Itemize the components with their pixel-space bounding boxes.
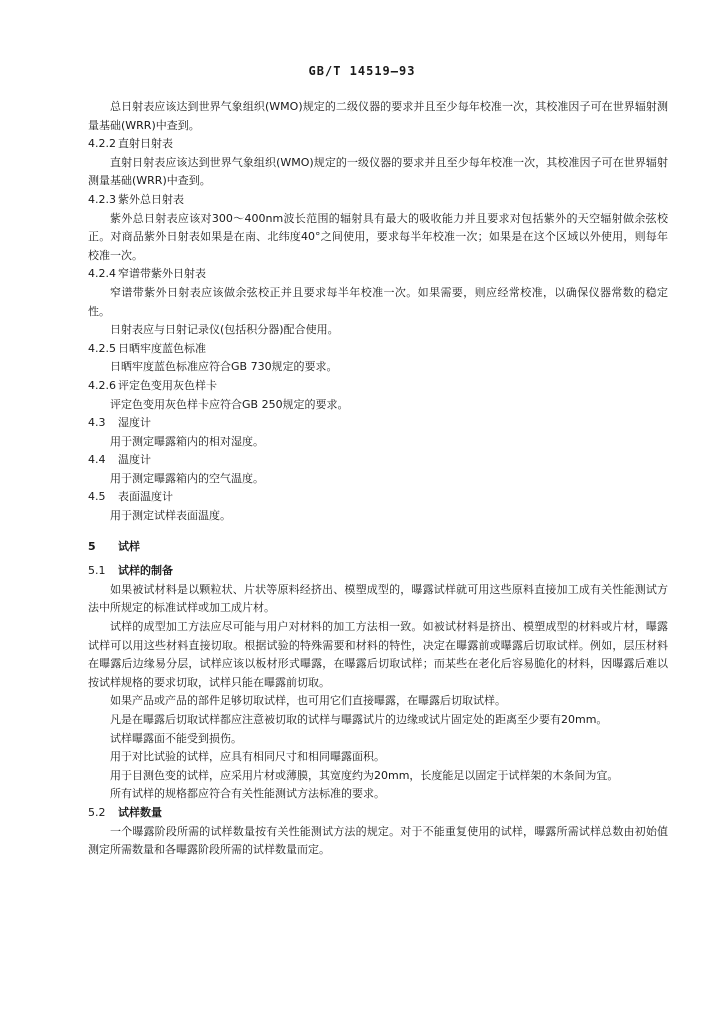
paragraph: 试样曝露面不能受到损伤。 xyxy=(110,731,242,745)
section-title: 试样的制备 xyxy=(118,564,173,578)
section-title: 窄谱带紫外日射表 xyxy=(118,267,206,281)
section-heading xyxy=(88,488,668,507)
paragraph: 评定色变用灰色样卡应符合GB 250规定的要求。 xyxy=(110,397,349,411)
section-title: 直射日射表 xyxy=(118,137,173,151)
section-title: 表面温度计 xyxy=(118,490,173,504)
section-number: 4.4 xyxy=(88,453,106,467)
paragraph: 用于对比试验的试样，应具有相同尺寸和相同曝露面积。 xyxy=(110,750,385,764)
section-heading xyxy=(88,377,668,396)
paragraph: 紫外总日射表应该对300～400nm波长范围的辐射具有最大的吸收能力并且要求对包括紫外的天空辐射做余弦校正。对商品紫外日射表如果是在南、北纬度40°之间使用，要求每半年校准一次；如果是在这个区域以外使用，则每年校准一次。 xyxy=(88,211,668,262)
paragraph: 用于测定曝露箱内的相对湿度。 xyxy=(110,434,264,448)
section-heading xyxy=(88,804,668,823)
section-number: 4.2.6 xyxy=(88,378,116,392)
paragraph: 一个曝露阶段所需的试样数量按有关性能测试方法的规定。对于不能重复使用的试样，曝露所需试样总数由初始值测定所需数量和各曝露阶段所需的试样数量而定。 xyxy=(88,824,668,857)
section-number: 4.2.3 xyxy=(88,192,116,206)
paragraph: 用于测定试样表面温度。 xyxy=(110,509,231,523)
paragraph: 日射表应与日射记录仪(包括积分器)配合使用。 xyxy=(110,323,339,337)
section-heading xyxy=(88,265,668,284)
section-number: 4.2.2 xyxy=(88,137,116,151)
paragraph: 所有试样的规格都应符合有关性能测试方法标准的要求。 xyxy=(110,787,385,801)
section-number: 5.1 xyxy=(88,564,106,578)
paragraph: 如果产品或产品的部件足够切取试样，也可用它们直接曝露，在曝露后切取试样。 xyxy=(110,694,506,708)
section-title: 温度计 xyxy=(118,453,151,467)
page-header: GB/T 14519—93 xyxy=(308,64,416,78)
paragraph: 用于目测色变的试样，应采用片材或薄膜，其宽度约为20mm，长度能足以固定于试样架的木条间为宜。 xyxy=(110,768,619,782)
section-heading xyxy=(88,340,668,359)
paragraph: 试样的成型加工方法应尽可能与用户对材料的加工方法相一致。如被试材料是挤出、模塑成型的材料或片材，曝露试样可以用这些材料直接切取。根据试验的特殊需要和材料的特性，决定在曝露前或曝露后切取试样。例如，层压材料在曝露后边缘易分层，试样应该以板材形式曝露，在曝露后切取试样；而某些在老化后容易脆化的材料，因曝露后难以按试样规格的要求切取，试样只能在曝露前切取。 xyxy=(88,620,668,689)
paragraph: 总日射表应该达到世界气象组织(WMO)规定的二级仪器的要求并且至少每年校准一次，其校准因子可在世界辐射测量基础(WRR)中查到。 xyxy=(88,100,668,132)
section-title: 评定色变用灰色样卡 xyxy=(118,378,217,392)
section-number: 4.2.4 xyxy=(88,267,116,281)
paragraph: 窄谱带紫外日射表应该做余弦校正并且要求每半年校准一次。如果需要，则应经常校准，以确保仪器常数的稳定性。 xyxy=(88,285,668,318)
section-title: 日晒牢度蓝色标准 xyxy=(118,341,206,355)
section-heading xyxy=(88,414,668,433)
section-number: 4.2.5 xyxy=(88,341,116,355)
paragraph: 凡是在曝露后切取试样都应注意被切取的试样与曝露试片的边缘或试片固定处的距离至少要有20mm。 xyxy=(110,713,608,726)
section-heading xyxy=(88,538,668,557)
paragraph: 如果被试材料是以颗粒状、片状等原料经挤出、模塑成型的，曝露试样就可用这些原料直接加工成有关性能测试方法中所规定的标准试样或加工成片材。 xyxy=(88,582,668,615)
section-heading xyxy=(88,451,668,470)
paragraph: 日晒牢度蓝色标准应符合GB 730规定的要求。 xyxy=(110,360,338,374)
section-number: 5 xyxy=(88,539,96,553)
section-heading xyxy=(88,191,668,210)
section-number: 4.3 xyxy=(88,416,106,430)
section-heading xyxy=(88,562,668,581)
paragraph: 直射日射表应该达到世界气象组织(WMO)规定的一级仪器的要求并且至少每年校准一次，其校准因子可在世界辐射测量基础(WRR)中查到。 xyxy=(88,155,668,188)
section-title: 试样 xyxy=(118,539,140,553)
section-heading xyxy=(88,135,668,154)
paragraph: 用于测定曝露箱内的空气温度。 xyxy=(110,471,264,485)
section-number: 5.2 xyxy=(88,805,106,819)
section-title: 紫外总日射表 xyxy=(118,192,184,206)
section-number: 4.5 xyxy=(88,490,106,504)
document-body xyxy=(88,98,668,860)
section-title: 试样数量 xyxy=(118,805,162,819)
section-title: 湿度计 xyxy=(118,416,151,430)
